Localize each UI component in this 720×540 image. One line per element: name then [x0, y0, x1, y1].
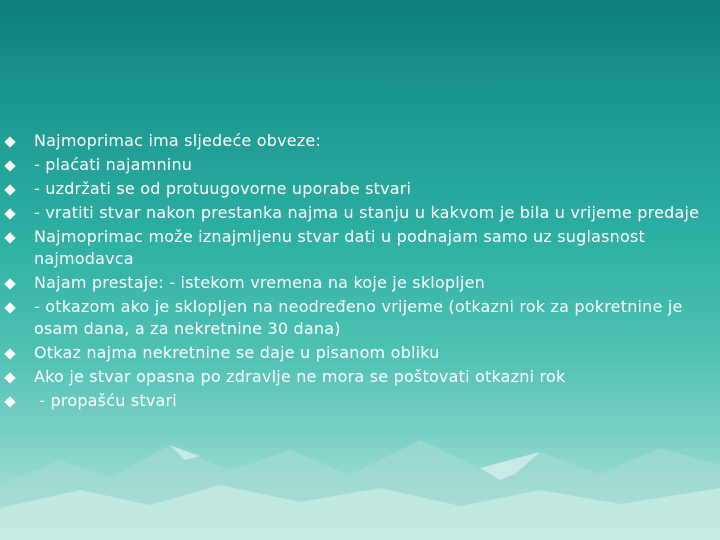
- list-item: Najmoprimac može iznajmljenu stvar dati u podnajam samo uz suglasnost najmodavca: [22, 225, 702, 271]
- list-item: Otkaz najma nekretnine se daje u pisanom obliku: [22, 341, 702, 365]
- list-item: Najmoprimac ima sljedeće obveze:: [22, 129, 702, 153]
- diamond-bullet-icon: [4, 232, 15, 243]
- diamond-bullet-icon: [4, 136, 15, 147]
- list-item: - otkazom ako je sklopljen na neodređeno vrijeme (otkazni rok za pokretnine je osam dana, a za nekretnine 30 dana): [22, 295, 702, 341]
- list-item: Najam prestaje: - istekom vremena na koje je sklopljen: [22, 271, 702, 295]
- list-item: - vratiti stvar nakon prestanka najma u stanju u kakvom je bila u vrijeme predaje: [22, 201, 702, 225]
- diamond-bullet-icon: [4, 372, 15, 383]
- diamond-bullet-icon: [4, 160, 15, 171]
- diamond-bullet-icon: [4, 208, 15, 219]
- diamond-bullet-icon: [4, 302, 15, 313]
- list-item: Ako je stvar opasna po zdravlje ne mora se poštovati otkazni rok: [22, 365, 702, 389]
- list-item: - uzdržati se od protuugovorne uporabe stvari: [22, 177, 702, 201]
- diamond-bullet-icon: [4, 184, 15, 195]
- list-item: - plaćati najamninu: [22, 153, 702, 177]
- diamond-bullet-icon: [4, 278, 15, 289]
- diamond-bullet-icon: [4, 348, 15, 359]
- slide-content: [22, 129, 702, 413]
- list-item: - propašću stvari: [22, 389, 702, 413]
- bullet-list: [22, 129, 702, 413]
